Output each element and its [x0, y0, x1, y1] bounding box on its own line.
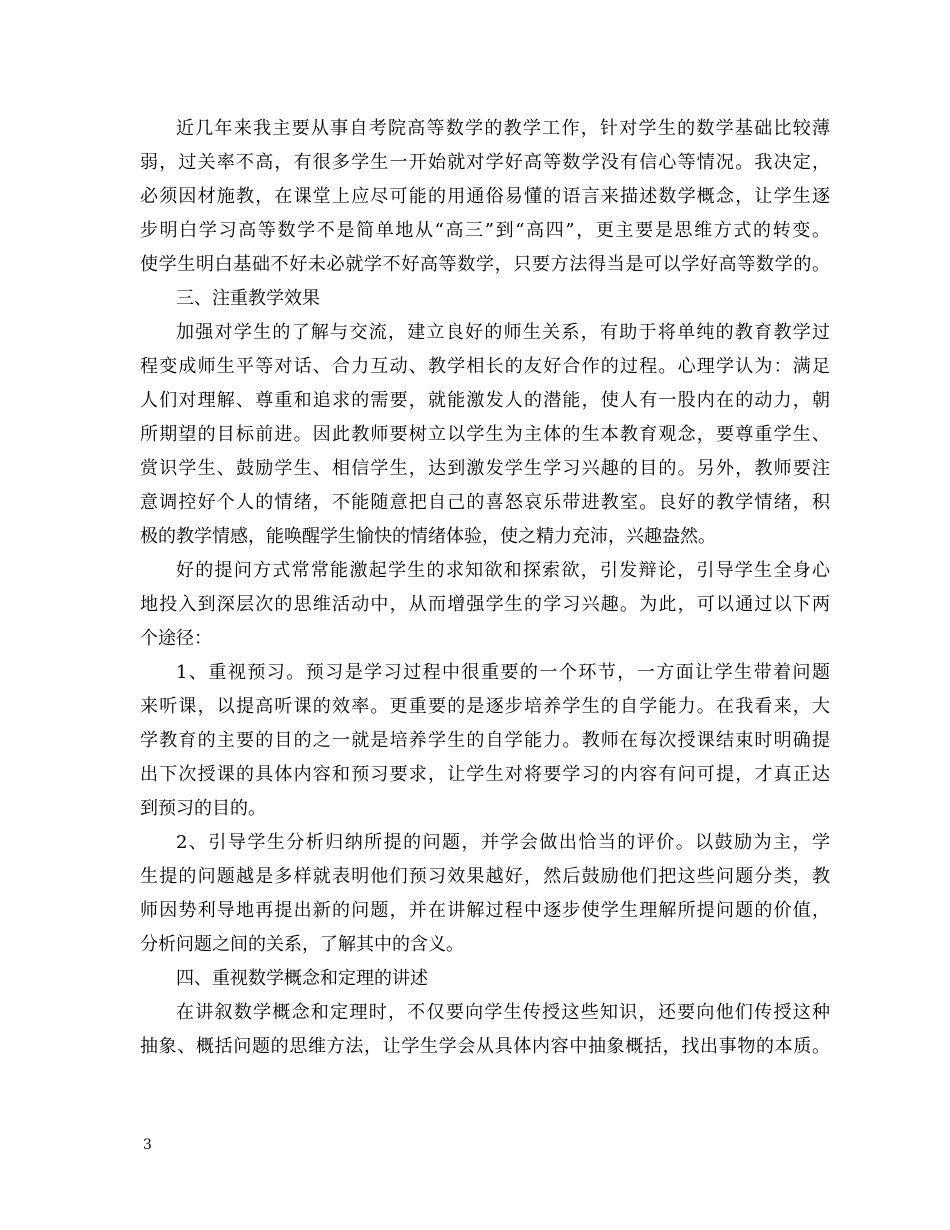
list-item-line: 到预习的目的。 — [140, 798, 266, 819]
section-heading: 三、注重教学效果 — [176, 288, 320, 309]
paragraph-line: 赏识学生、鼓励学生、相信学生，达到激发学生学习兴趣的目的。另外，教师要注 — [140, 458, 830, 479]
paragraph-line: 意调控好个人的情绪，不能随意把自己的喜怒哀乐带进教室。良好的教学情绪，积 — [140, 492, 830, 513]
paragraph-line: 个途径： — [140, 628, 212, 649]
paragraph-line: 近几年来我主要从事自考院高等数学的教学工作，针对学生的数学基础比较薄 — [176, 118, 830, 139]
list-item-line: 来听课，以提高听课的效率。更重要的是逐步培养学生的自学能力。在我看来，大 — [140, 696, 830, 717]
paragraph-line: 在讲叙数学概念和定理时，不仅要向学生传授这些知识，还要向他们传授这种 — [176, 1002, 830, 1023]
paragraph-line: 好的提问方式常常能激起学生的求知欲和探索欲，引发辩论，引导学生全身心 — [176, 560, 830, 581]
paragraph-line: 步明白学习高等数学不是简单地从“高三”到“高四”，更主要是思维方式的转变。 — [140, 220, 830, 241]
list-item-line: 生提的问题越是多样就表明他们预习效果越好，然后鼓励他们把这些问题分类，教 — [140, 866, 830, 887]
paragraph-line: 程变成师生平等对话、合力互动、教学相长的友好合作的过程。心理学认为：满足 — [140, 356, 830, 377]
paragraph-line: 使学生明白基础不好未必就学不好高等数学，只要方法得当是可以学好高等数学的。 — [140, 254, 830, 275]
list-item-line: 2、引导学生分析归纳所提的问题，并学会做出恰当的评价。以鼓励为主，学 — [176, 832, 830, 853]
list-item-line: 1、重视预习。预习是学习过程中很重要的一个环节，一方面让学生带着问题 — [176, 662, 830, 683]
paragraph-line: 加强对学生的了解与交流，建立良好的师生关系，有助于将单纯的教育教学过 — [176, 322, 830, 343]
paragraph-line: 所期望的目标前进。因此教师要树立以学生为主体的生本教育观念，要尊重学生、 — [140, 424, 830, 445]
paragraph-line: 弱，过关率不高，有很多学生一开始就对学好高等数学没有信心等情况。我决定， — [140, 152, 830, 173]
paragraph-line: 极的教学情感，能唤醒学生愉快的情绪体验，使之精力充沛，兴趣盎然。 — [140, 526, 716, 547]
paragraph-line: 抽象、概括问题的思维方法，让学生学会从具体内容中抽象概括，找出事物的本质。 — [140, 1036, 830, 1057]
list-item-line: 师因势利导地再提出新的问题，并在讲解过程中逐步使学生理解所提问题的价值， — [140, 900, 830, 921]
section-heading: 四、重视数学概念和定理的讲述 — [176, 968, 428, 989]
paragraph-line: 地投入到深层次的思维活动中，从而增强学生的学习兴趣。为此，可以通过以下两 — [140, 594, 830, 615]
list-item-line: 学教育的主要的目的之一就是培养学生的自学能力。教师在每次授课结束时明确提 — [140, 730, 830, 751]
paragraph-line: 人们对理解、尊重和追求的需要，就能激发人的潜能，使人有一股内在的动力，朝 — [140, 390, 830, 411]
paragraph-line: 必须因材施教，在课堂上应尽可能的用通俗易懂的语言来描述数学概念，让学生逐 — [140, 186, 830, 207]
list-item-line: 分析问题之间的关系，了解其中的含义。 — [140, 934, 464, 955]
page-number: 3 — [143, 1137, 152, 1153]
list-item-line: 出下次授课的具体内容和预习要求，让学生对将要学习的内容有问可提，才真正达 — [140, 764, 830, 785]
